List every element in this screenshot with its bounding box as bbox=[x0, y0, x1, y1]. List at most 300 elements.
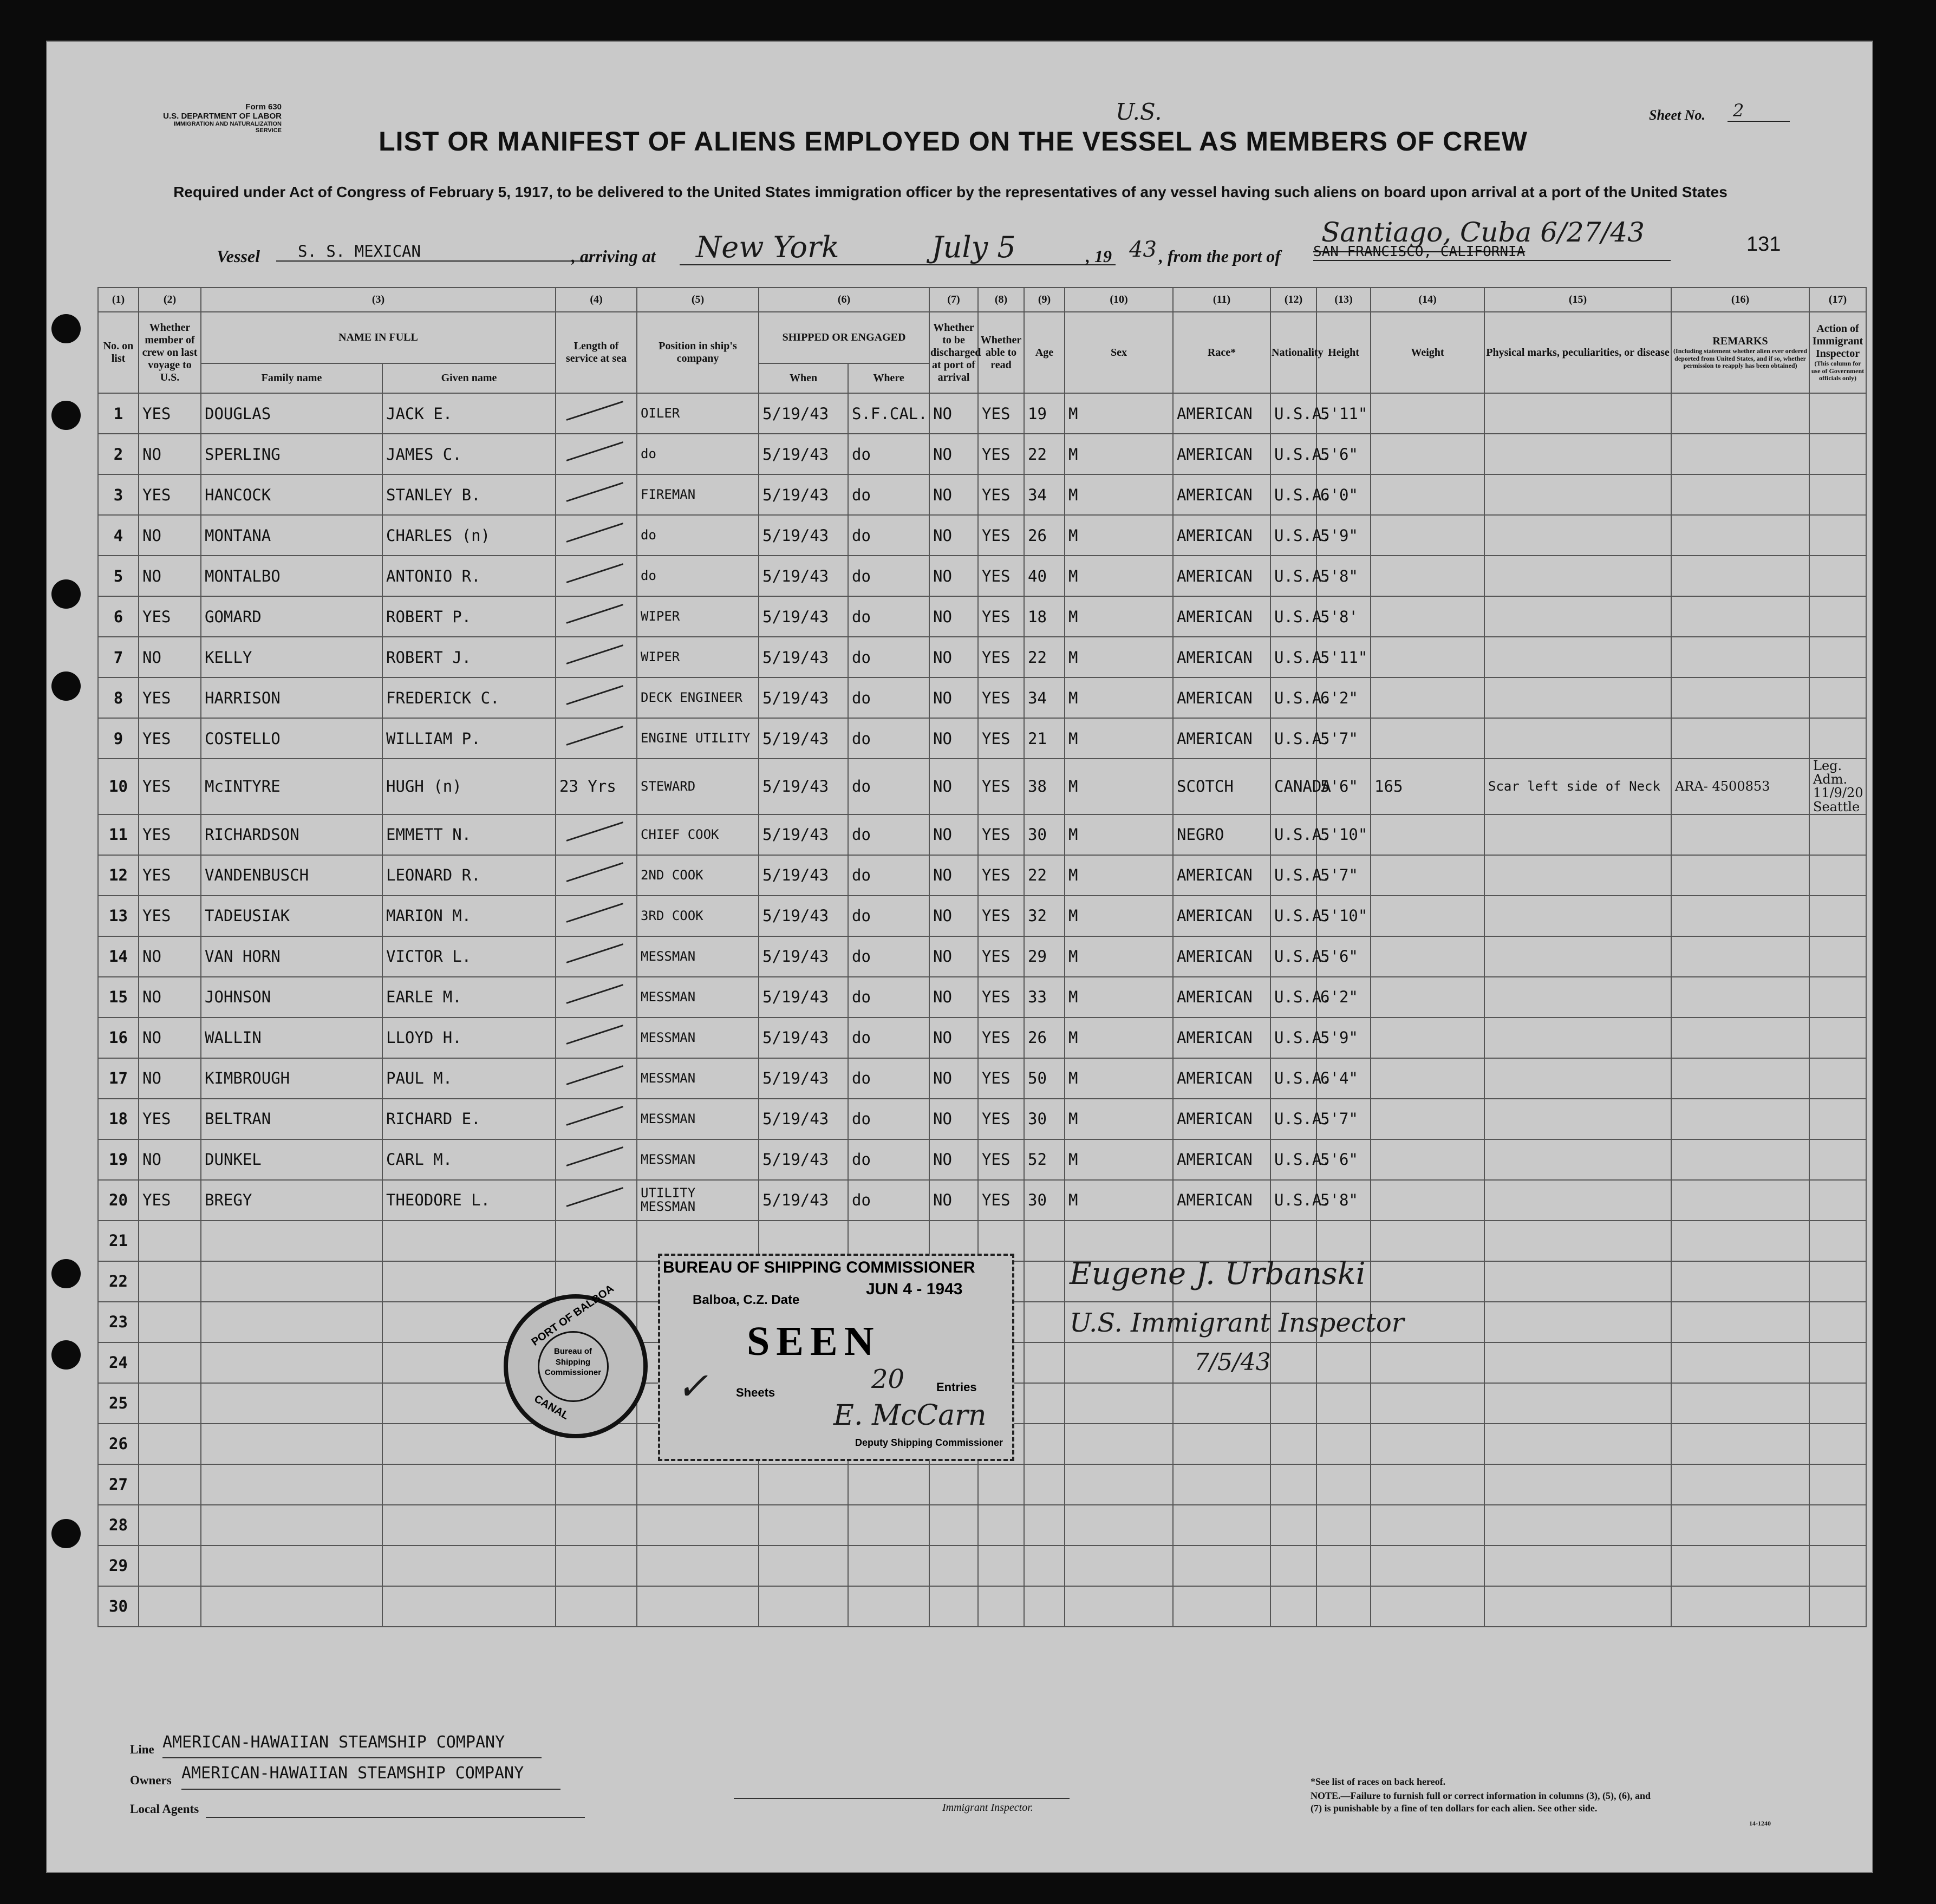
cell-nationality: U.S.A. bbox=[1270, 474, 1316, 515]
cell-row-number: 10 bbox=[98, 759, 139, 814]
col-header-nationality: Nationality bbox=[1270, 312, 1316, 393]
col-num-17: (17) bbox=[1809, 288, 1866, 312]
cell-sex: M bbox=[1065, 718, 1173, 759]
cell-discharged: NO bbox=[929, 596, 978, 637]
cell-length-of-service bbox=[556, 855, 637, 896]
cell-given-name: ROBERT J. bbox=[382, 637, 556, 677]
cell-height: 6'0" bbox=[1316, 474, 1371, 515]
col-header-height: Height bbox=[1316, 312, 1371, 393]
cell-position: do bbox=[637, 434, 759, 474]
cell-empty bbox=[1371, 1586, 1484, 1627]
cell-empty bbox=[556, 1464, 637, 1505]
local-agents-label: Local Agents bbox=[130, 1802, 199, 1816]
cell-empty bbox=[201, 1261, 382, 1302]
remarks-title: REMARKS bbox=[1712, 335, 1768, 347]
table-row-empty bbox=[98, 1464, 1866, 1505]
col-num-4: (4) bbox=[556, 288, 637, 312]
col-num-9: (9) bbox=[1024, 288, 1065, 312]
cell-row-number: 16 bbox=[98, 1018, 139, 1058]
cell-age: 32 bbox=[1024, 896, 1065, 936]
cell-able-to-read: YES bbox=[978, 896, 1024, 936]
cell-row-number: 29 bbox=[98, 1546, 139, 1586]
cell-row-number: 5 bbox=[98, 556, 139, 596]
cell-given-name: MARION M. bbox=[382, 896, 556, 936]
cell-discharged: NO bbox=[929, 515, 978, 556]
cell-empty bbox=[1671, 1261, 1809, 1302]
cell-inspector-action: Leg. Adm. 11/9/20 Seattle bbox=[1809, 759, 1866, 814]
col-num-1: (1) bbox=[98, 288, 139, 312]
cell-position: MESSMAN bbox=[637, 1099, 759, 1139]
cell-sex: M bbox=[1065, 1058, 1173, 1099]
cell-shipped-when: 5/19/43 bbox=[759, 393, 848, 434]
cell-nationality: U.S.A. bbox=[1270, 718, 1316, 759]
cell-shipped-where: do bbox=[848, 855, 929, 896]
cell-row-number: 1 bbox=[98, 393, 139, 434]
cell-previous-voyage: YES bbox=[139, 393, 201, 434]
cell-empty bbox=[1065, 1342, 1173, 1383]
cell-row-number: 7 bbox=[98, 637, 139, 677]
cell-empty bbox=[1809, 1546, 1866, 1586]
cell-length-of-service bbox=[556, 1018, 637, 1058]
cell-previous-voyage: NO bbox=[139, 556, 201, 596]
punch-hole bbox=[51, 1259, 81, 1288]
table-row-empty bbox=[98, 1586, 1866, 1627]
stamp-header: BUREAU OF SHIPPING COMMISSIONER bbox=[663, 1259, 975, 1276]
cell-empty bbox=[1371, 1342, 1484, 1383]
cell-empty bbox=[1173, 1586, 1270, 1627]
cell-empty bbox=[201, 1464, 382, 1505]
table-row bbox=[98, 814, 1866, 855]
cell-previous-voyage: YES bbox=[139, 814, 201, 855]
form-number: Form 630 bbox=[245, 102, 282, 112]
cell-empty bbox=[139, 1546, 201, 1586]
cell-shipped-when: 5/19/43 bbox=[759, 936, 848, 977]
cell-empty bbox=[1316, 1586, 1371, 1627]
cell-sex: M bbox=[1065, 1018, 1173, 1058]
cell-empty bbox=[1671, 1383, 1809, 1424]
cell-shipped-where: do bbox=[848, 936, 929, 977]
cell-weight bbox=[1371, 677, 1484, 718]
cell-shipped-where: do bbox=[848, 1099, 929, 1139]
cell-empty bbox=[139, 1586, 201, 1627]
cell-remarks bbox=[1671, 596, 1809, 637]
cell-discharged: NO bbox=[929, 759, 978, 814]
cell-able-to-read: YES bbox=[978, 1058, 1024, 1099]
department-name: U.S. DEPARTMENT OF LABOR bbox=[163, 111, 282, 121]
cell-height: 5'11" bbox=[1316, 393, 1371, 434]
cell-empty bbox=[1809, 1342, 1866, 1383]
cell-shipped-where: do bbox=[848, 977, 929, 1018]
cell-weight bbox=[1371, 977, 1484, 1018]
cell-remarks bbox=[1671, 936, 1809, 977]
port-of-departure-label: , from the port of bbox=[1159, 246, 1281, 266]
cell-empty bbox=[1024, 1261, 1065, 1302]
cell-sex: M bbox=[1065, 393, 1173, 434]
cell-nationality: U.S.A. bbox=[1270, 596, 1316, 637]
cell-shipped-when: 5/19/43 bbox=[759, 855, 848, 896]
cell-race: AMERICAN bbox=[1173, 977, 1270, 1018]
sheet-number: 2 bbox=[1728, 100, 1790, 122]
cell-physical-marks bbox=[1484, 1058, 1671, 1099]
cell-age: 19 bbox=[1024, 393, 1065, 434]
cell-family-name: WALLIN bbox=[201, 1018, 382, 1058]
cell-age: 21 bbox=[1024, 718, 1065, 759]
cell-able-to-read: YES bbox=[978, 814, 1024, 855]
cell-nationality: U.S.A. bbox=[1270, 814, 1316, 855]
cell-empty bbox=[1024, 1221, 1065, 1261]
cell-sex: M bbox=[1065, 434, 1173, 474]
cell-physical-marks: Scar left side of Neck bbox=[1484, 759, 1671, 814]
cell-sex: M bbox=[1065, 637, 1173, 677]
col-header-family-name: Family name bbox=[201, 363, 382, 393]
cell-race: SCOTCH bbox=[1173, 759, 1270, 814]
cell-empty bbox=[1809, 1464, 1866, 1505]
table-row bbox=[98, 596, 1866, 637]
cell-inspector-action bbox=[1809, 1139, 1866, 1180]
cell-empty bbox=[201, 1221, 382, 1261]
cell-race: AMERICAN bbox=[1173, 718, 1270, 759]
cell-able-to-read: YES bbox=[978, 1139, 1024, 1180]
cell-empty bbox=[556, 1505, 637, 1546]
owners-value: AMERICAN-HAWAIIAN STEAMSHIP COMPANY bbox=[181, 1764, 524, 1783]
punch-hole bbox=[51, 1519, 81, 1548]
cell-sex: M bbox=[1065, 896, 1173, 936]
cell-inspector-action bbox=[1809, 1018, 1866, 1058]
col-header-weight: Weight bbox=[1371, 312, 1484, 393]
page-subtitle: Required under Act of Congress of February 5, 1917, to be delivered to the United States immigration officer by the representatives of any vessel having such aliens on board upon arrival at a port of the United States bbox=[173, 184, 1728, 200]
cell-able-to-read: YES bbox=[978, 1180, 1024, 1221]
cell-empty bbox=[1316, 1505, 1371, 1546]
cell-height: 6'4" bbox=[1316, 1058, 1371, 1099]
cell-previous-voyage: NO bbox=[139, 515, 201, 556]
cell-family-name: GOMARD bbox=[201, 596, 382, 637]
cell-shipped-where: do bbox=[848, 1180, 929, 1221]
cell-sex: M bbox=[1065, 855, 1173, 896]
cell-race: AMERICAN bbox=[1173, 1180, 1270, 1221]
table-row bbox=[98, 718, 1866, 759]
cell-inspector-action bbox=[1809, 718, 1866, 759]
cell-empty bbox=[637, 1505, 759, 1546]
cell-shipped-when: 5/19/43 bbox=[759, 677, 848, 718]
cell-given-name: HUGH (n) bbox=[382, 759, 556, 814]
title-handwritten-insert: U.S. bbox=[1116, 99, 1162, 125]
cell-empty bbox=[1173, 1221, 1270, 1261]
cell-empty bbox=[1024, 1586, 1065, 1627]
cell-empty bbox=[201, 1546, 382, 1586]
cell-empty bbox=[139, 1221, 201, 1261]
owners-underline bbox=[181, 1789, 560, 1790]
cell-inspector-action bbox=[1809, 1058, 1866, 1099]
cell-row-number: 11 bbox=[98, 814, 139, 855]
cell-remarks bbox=[1671, 637, 1809, 677]
cell-row-number: 25 bbox=[98, 1383, 139, 1424]
cell-empty bbox=[1484, 1342, 1671, 1383]
cell-shipped-where: do bbox=[848, 814, 929, 855]
cell-position: MESSMAN bbox=[637, 936, 759, 977]
cell-physical-marks bbox=[1484, 1180, 1671, 1221]
cell-weight bbox=[1371, 718, 1484, 759]
cell-given-name: JACK E. bbox=[382, 393, 556, 434]
cell-height: 6'2" bbox=[1316, 677, 1371, 718]
cell-length-of-service bbox=[556, 1139, 637, 1180]
cell-nationality: CANADA bbox=[1270, 759, 1316, 814]
table-row bbox=[98, 556, 1866, 596]
cell-able-to-read: YES bbox=[978, 434, 1024, 474]
cell-remarks bbox=[1671, 1099, 1809, 1139]
line-label: Line bbox=[130, 1743, 154, 1756]
cell-physical-marks bbox=[1484, 1139, 1671, 1180]
cell-length-of-service bbox=[556, 1180, 637, 1221]
cell-previous-voyage: YES bbox=[139, 596, 201, 637]
cell-nationality: U.S.A. bbox=[1270, 896, 1316, 936]
cell-empty bbox=[139, 1464, 201, 1505]
cell-discharged: NO bbox=[929, 1180, 978, 1221]
arrival-year: 43 bbox=[1129, 237, 1157, 262]
cell-inspector-action bbox=[1809, 637, 1866, 677]
cell-able-to-read: YES bbox=[978, 1099, 1024, 1139]
cell-sex: M bbox=[1065, 977, 1173, 1018]
cell-remarks bbox=[1671, 1139, 1809, 1180]
cell-shipped-when: 5/19/43 bbox=[759, 474, 848, 515]
cell-remarks bbox=[1671, 977, 1809, 1018]
cell-previous-voyage: NO bbox=[139, 1058, 201, 1099]
cell-physical-marks bbox=[1484, 474, 1671, 515]
cell-empty bbox=[1671, 1546, 1809, 1586]
shipping-commissioner-stamp bbox=[658, 1254, 1014, 1461]
cell-height: 5'6" bbox=[1316, 1139, 1371, 1180]
stamp-seen: SEEN bbox=[747, 1319, 881, 1364]
cell-row-number: 28 bbox=[98, 1505, 139, 1546]
table-row bbox=[98, 936, 1866, 977]
cell-remarks bbox=[1671, 896, 1809, 936]
cell-position: FIREMAN bbox=[637, 474, 759, 515]
cell-discharged: NO bbox=[929, 1058, 978, 1099]
cell-nationality: U.S.A. bbox=[1270, 1099, 1316, 1139]
cell-age: 34 bbox=[1024, 677, 1065, 718]
cell-physical-marks bbox=[1484, 596, 1671, 637]
cell-shipped-when: 5/19/43 bbox=[759, 814, 848, 855]
cell-able-to-read: YES bbox=[978, 977, 1024, 1018]
cell-previous-voyage: YES bbox=[139, 759, 201, 814]
cell-height: 5'8" bbox=[1316, 556, 1371, 596]
cell-row-number: 6 bbox=[98, 596, 139, 637]
cell-empty bbox=[1270, 1546, 1316, 1586]
cell-nationality: U.S.A. bbox=[1270, 1180, 1316, 1221]
table-row bbox=[98, 393, 1866, 434]
col-num-15: (15) bbox=[1484, 288, 1671, 312]
cell-empty bbox=[1484, 1464, 1671, 1505]
col-header-shipped: SHIPPED OR ENGAGED bbox=[759, 312, 929, 363]
cell-nationality: U.S.A. bbox=[1270, 393, 1316, 434]
cell-race: NEGRO bbox=[1173, 814, 1270, 855]
table-row bbox=[98, 1058, 1866, 1099]
cell-physical-marks bbox=[1484, 855, 1671, 896]
cell-able-to-read: YES bbox=[978, 1018, 1024, 1058]
departure-port-handwritten: Santiago, Cuba 6/27/43 bbox=[1321, 217, 1645, 248]
cell-inspector-action bbox=[1809, 977, 1866, 1018]
cell-empty bbox=[1316, 1383, 1371, 1424]
cell-previous-voyage: NO bbox=[139, 936, 201, 977]
cell-race: AMERICAN bbox=[1173, 896, 1270, 936]
cell-discharged: NO bbox=[929, 896, 978, 936]
cell-physical-marks bbox=[1484, 977, 1671, 1018]
cell-position: CHIEF COOK bbox=[637, 814, 759, 855]
cell-empty bbox=[929, 1586, 978, 1627]
col-header-race: Race* bbox=[1173, 312, 1270, 393]
cell-family-name: COSTELLO bbox=[201, 718, 382, 759]
cell-empty bbox=[382, 1261, 556, 1302]
cell-nationality: U.S.A. bbox=[1270, 556, 1316, 596]
cell-empty bbox=[1065, 1586, 1173, 1627]
cell-empty bbox=[759, 1464, 848, 1505]
cell-empty bbox=[1671, 1424, 1809, 1464]
cell-position: do bbox=[637, 556, 759, 596]
cell-empty bbox=[978, 1505, 1024, 1546]
cell-empty bbox=[1671, 1302, 1809, 1342]
cell-empty bbox=[978, 1546, 1024, 1586]
cell-able-to-read: YES bbox=[978, 718, 1024, 759]
cell-race: AMERICAN bbox=[1173, 393, 1270, 434]
line-value: AMERICAN-HAWAIIAN STEAMSHIP COMPANY bbox=[162, 1733, 505, 1752]
cell-empty bbox=[1024, 1302, 1065, 1342]
cell-previous-voyage: YES bbox=[139, 855, 201, 896]
year-prefix: , 19 bbox=[1086, 246, 1112, 266]
cell-physical-marks bbox=[1484, 434, 1671, 474]
cell-inspector-action bbox=[1809, 677, 1866, 718]
cell-row-number: 26 bbox=[98, 1424, 139, 1464]
cell-discharged: NO bbox=[929, 1139, 978, 1180]
cell-previous-voyage: YES bbox=[139, 718, 201, 759]
cell-empty bbox=[1371, 1424, 1484, 1464]
immigrant-inspector-line bbox=[734, 1798, 1070, 1799]
cell-inspector-action bbox=[1809, 814, 1866, 855]
cell-nationality: U.S.A. bbox=[1270, 515, 1316, 556]
cell-discharged: NO bbox=[929, 1018, 978, 1058]
table-row bbox=[98, 1018, 1866, 1058]
cell-empty bbox=[1371, 1383, 1484, 1424]
col-header-action bbox=[1809, 312, 1866, 393]
cell-family-name: KELLY bbox=[201, 637, 382, 677]
cell-inspector-action bbox=[1809, 1099, 1866, 1139]
cell-race: AMERICAN bbox=[1173, 596, 1270, 637]
cell-remarks bbox=[1671, 677, 1809, 718]
cell-empty bbox=[1024, 1505, 1065, 1546]
cell-age: 30 bbox=[1024, 1099, 1065, 1139]
cell-empty bbox=[201, 1586, 382, 1627]
cell-height: 5'8' bbox=[1316, 596, 1371, 637]
col-num-13: (13) bbox=[1316, 288, 1371, 312]
cell-empty bbox=[1024, 1424, 1065, 1464]
cell-weight bbox=[1371, 474, 1484, 515]
cell-shipped-where: do bbox=[848, 596, 929, 637]
punch-hole bbox=[51, 579, 81, 609]
cell-height: 5'7" bbox=[1316, 1099, 1371, 1139]
cell-length-of-service bbox=[556, 434, 637, 474]
cell-race: AMERICAN bbox=[1173, 1018, 1270, 1058]
cell-race: AMERICAN bbox=[1173, 515, 1270, 556]
cell-empty bbox=[382, 1424, 556, 1464]
cell-empty bbox=[1024, 1342, 1065, 1383]
cell-height: 5'6" bbox=[1316, 936, 1371, 977]
cell-weight bbox=[1371, 596, 1484, 637]
cell-family-name: MONTANA bbox=[201, 515, 382, 556]
cell-empty bbox=[1484, 1302, 1671, 1342]
vessel-name: S. S. MEXICAN bbox=[276, 242, 590, 262]
cell-physical-marks bbox=[1484, 814, 1671, 855]
cell-given-name: EARLE M. bbox=[382, 977, 556, 1018]
cell-sex: M bbox=[1065, 1139, 1173, 1180]
cell-empty bbox=[1371, 1464, 1484, 1505]
cell-empty bbox=[1484, 1424, 1671, 1464]
cell-shipped-when: 5/19/43 bbox=[759, 718, 848, 759]
cell-empty bbox=[1173, 1424, 1270, 1464]
cell-empty bbox=[1371, 1221, 1484, 1261]
cell-empty bbox=[556, 1546, 637, 1586]
cell-race: AMERICAN bbox=[1173, 474, 1270, 515]
cell-shipped-when: 5/19/43 bbox=[759, 515, 848, 556]
cell-empty bbox=[1316, 1424, 1371, 1464]
punch-hole bbox=[51, 401, 81, 430]
cell-empty bbox=[1809, 1424, 1866, 1464]
cell-length-of-service bbox=[556, 596, 637, 637]
cell-given-name: LEONARD R. bbox=[382, 855, 556, 896]
cell-family-name: VANDENBUSCH bbox=[201, 855, 382, 896]
cell-weight bbox=[1371, 393, 1484, 434]
cell-empty bbox=[556, 1586, 637, 1627]
original-port-struck: SAN FRANCISCO, CALIFORNIA bbox=[1313, 244, 1671, 261]
cell-empty bbox=[1024, 1546, 1065, 1586]
col-header-position: Position in ship's company bbox=[637, 312, 759, 393]
cell-empty bbox=[1316, 1342, 1371, 1383]
cell-sex: M bbox=[1065, 515, 1173, 556]
cell-row-number: 30 bbox=[98, 1586, 139, 1627]
cell-empty bbox=[1671, 1342, 1809, 1383]
table-row bbox=[98, 1139, 1866, 1180]
cell-physical-marks bbox=[1484, 556, 1671, 596]
cell-empty bbox=[1270, 1383, 1316, 1424]
cell-shipped-when: 5/19/43 bbox=[759, 1139, 848, 1180]
cell-sex: M bbox=[1065, 474, 1173, 515]
cell-row-number: 15 bbox=[98, 977, 139, 1018]
table-row bbox=[98, 515, 1866, 556]
col-num-5: (5) bbox=[637, 288, 759, 312]
immigrant-inspector-label: Immigrant Inspector. bbox=[942, 1802, 1033, 1814]
cell-remarks bbox=[1671, 393, 1809, 434]
cell-remarks bbox=[1671, 556, 1809, 596]
cell-empty bbox=[1316, 1464, 1371, 1505]
cell-empty bbox=[201, 1383, 382, 1424]
cell-family-name: KIMBROUGH bbox=[201, 1058, 382, 1099]
cell-given-name: CHARLES (n) bbox=[382, 515, 556, 556]
cell-empty bbox=[1173, 1546, 1270, 1586]
cell-empty bbox=[637, 1546, 759, 1586]
cell-empty bbox=[556, 1221, 637, 1261]
cell-empty bbox=[1065, 1383, 1173, 1424]
cell-length-of-service bbox=[556, 814, 637, 855]
cell-shipped-when: 5/19/43 bbox=[759, 637, 848, 677]
cell-shipped-when: 5/19/43 bbox=[759, 1058, 848, 1099]
cell-shipped-where: do bbox=[848, 1018, 929, 1058]
col-header-given-name: Given name bbox=[382, 363, 556, 393]
cell-empty bbox=[201, 1302, 382, 1342]
col-header-list-no: No. on list bbox=[98, 312, 139, 393]
cell-family-name: HARRISON bbox=[201, 677, 382, 718]
cell-age: 30 bbox=[1024, 1180, 1065, 1221]
cell-empty bbox=[139, 1261, 201, 1302]
cell-inspector-action bbox=[1809, 1180, 1866, 1221]
cell-weight bbox=[1371, 434, 1484, 474]
cell-empty bbox=[848, 1464, 929, 1505]
